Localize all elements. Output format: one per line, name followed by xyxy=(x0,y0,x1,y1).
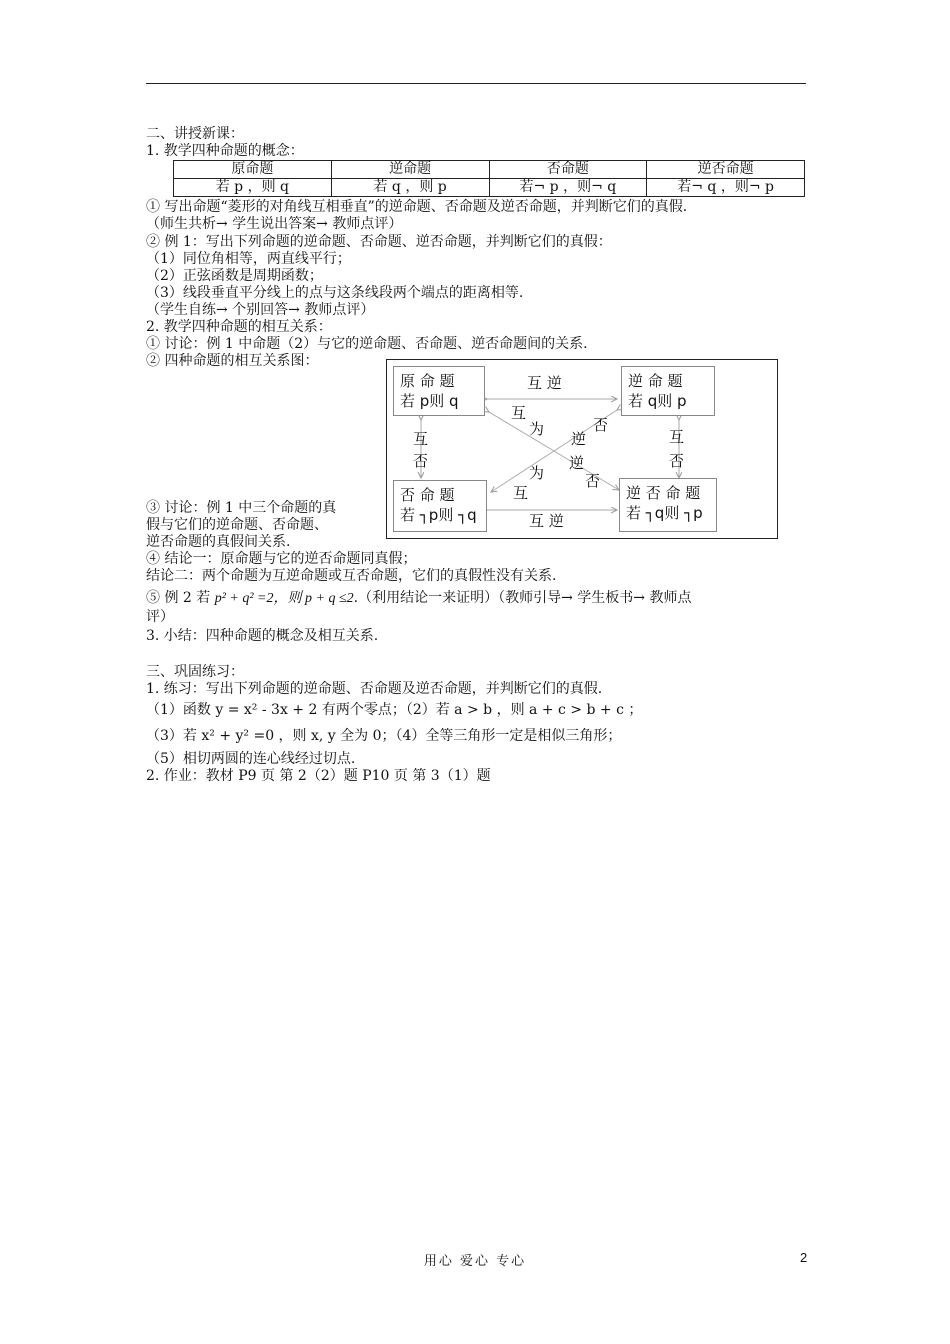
text-line: 假与它们的逆命题、否命题、 xyxy=(146,517,328,533)
four-propositions-table xyxy=(173,160,805,197)
text-line: 2. 教学四种命题的相互关系： xyxy=(146,319,332,335)
diagonal-label: 否 xyxy=(585,472,601,490)
relationship-diagram xyxy=(386,359,778,539)
text-line: （师生共析→ 学生说出答案→ 教师点评） xyxy=(146,216,403,232)
practice-items: （5）相切两圆的连心线经过切点. xyxy=(146,751,356,767)
practice-line: 1. 练习：写出下列命题的逆命题、否命题及逆否命题，并判断它们的真假. xyxy=(146,681,603,697)
top-relation-label: 互 逆 xyxy=(527,374,562,392)
bottom-relation-label: 互 逆 xyxy=(529,512,564,530)
table-cell: 若¬ q ，则¬ p xyxy=(647,179,805,197)
text-line: ② 四种命题的相互关系图： xyxy=(146,353,319,369)
box-title: 否 命 题 xyxy=(400,486,455,504)
section-heading: 二、讲授新课： xyxy=(146,126,244,142)
header-rule xyxy=(146,83,806,84)
text-line: ② 例 1：写出下列命题的逆命题、否命题、逆否命题，并判断它们的真假： xyxy=(146,234,612,250)
table-cell: 若¬ p ，则¬ q xyxy=(489,179,647,197)
left-relation-label-2: 否 xyxy=(413,452,429,470)
practice-items: （3）若 x² + y² =0 ，则 x, y 全为 0；（4）全等三角形一定是相似三角形； xyxy=(146,728,622,744)
page-number: 2 xyxy=(800,1250,808,1265)
summary-line: 3. 小结：四种命题的概念及相互关系. xyxy=(146,628,379,644)
box-form: 若 ┐p则 ┐q xyxy=(400,506,477,524)
concept-title: 1. 教学四种命题的概念： xyxy=(146,143,304,159)
text-line: ① 写出命题“菱形的对角线互相垂直”的逆命题、否命题及逆否命题，并判断它们的真假. xyxy=(146,199,688,215)
inverse-proposition-box xyxy=(393,480,487,532)
example-2-line xyxy=(146,590,691,607)
right-relation-label-2: 否 xyxy=(669,452,685,470)
table-header: 否命题 xyxy=(489,161,647,179)
homework-line: 2. 作业：教材 P9 页 第 2（2）题 P10 页 第 3（1）题 xyxy=(146,768,491,784)
box-title: 原 命 题 xyxy=(400,372,455,390)
table-cell: 若 p ，则 q xyxy=(174,179,332,197)
box-title: 逆 命 题 xyxy=(628,372,683,390)
page-footer: 用心 爱心 专心 xyxy=(423,1254,527,1269)
diagonal-label: 逆 xyxy=(571,430,587,448)
box-title: 逆 否 命 题 xyxy=(626,484,701,502)
text-line: （2）正弦函数是周期函数； xyxy=(146,268,323,284)
practice-items: （1）函数 y = x² - 3x + 2 有两个零点；（2）若 a > b ，则 a + c > b + c ； xyxy=(146,702,643,718)
box-form: 若 p则 q xyxy=(400,392,459,410)
section-heading: 三、巩固练习： xyxy=(146,664,244,680)
text-line: （学生自练→ 个别回答→ 教师点评） xyxy=(146,302,375,318)
text-line: 逆否命题的真假间关系. xyxy=(146,534,291,550)
text-line: ③ 讨论：例 1 中三个命题的真 xyxy=(146,500,337,516)
table-header: 逆否命题 xyxy=(647,161,805,179)
box-form: 若 ┐q则 ┐p xyxy=(626,504,703,522)
diagonal-label: 为 xyxy=(529,420,545,438)
text-line: （1）同位角相等，两直线平行； xyxy=(146,251,351,267)
table-cell: 若 q ，则 p xyxy=(331,179,489,197)
diagonal-label: 逆 xyxy=(569,454,585,472)
example-2-prefix: ⑤ 例 2 若 xyxy=(146,590,211,606)
text-line: ① 讨论：例 1 中命题（2）与它的逆命题、否命题、逆否命题间的关系. xyxy=(146,336,588,352)
diagonal-label: 互 xyxy=(511,404,527,422)
example-2-suffix: .（利用结论一来证明）（教师引导→ 学生板书→ 教师点 xyxy=(353,590,692,606)
example-2-formula: p² + q² =2，则 p + q ≤2 xyxy=(214,591,354,606)
converse-proposition-box xyxy=(621,366,715,416)
diagonal-label: 为 xyxy=(529,464,545,482)
diagonal-label: 互 xyxy=(513,484,529,502)
text-line: （3）线段垂直平分线上的点与这条线段两个端点的距离相等. xyxy=(146,285,524,301)
left-relation-label-1: 互 xyxy=(413,430,429,448)
original-proposition-box xyxy=(393,366,485,416)
diagonal-label: 否 xyxy=(593,416,609,434)
right-relation-label-1: 互 xyxy=(669,428,685,446)
box-form: 若 q则 p xyxy=(628,392,687,410)
text-line: 评） xyxy=(146,609,174,625)
text-line: ④ 结论一：原命题与它的逆否命题同真假； xyxy=(146,551,417,567)
text-line: 结论二：两个命题为互逆命题或互否命题，它们的真假性没有关系. xyxy=(146,568,557,584)
contrapositive-proposition-box xyxy=(619,478,717,532)
table-header: 原命题 xyxy=(174,161,332,179)
table-header: 逆命题 xyxy=(331,161,489,179)
